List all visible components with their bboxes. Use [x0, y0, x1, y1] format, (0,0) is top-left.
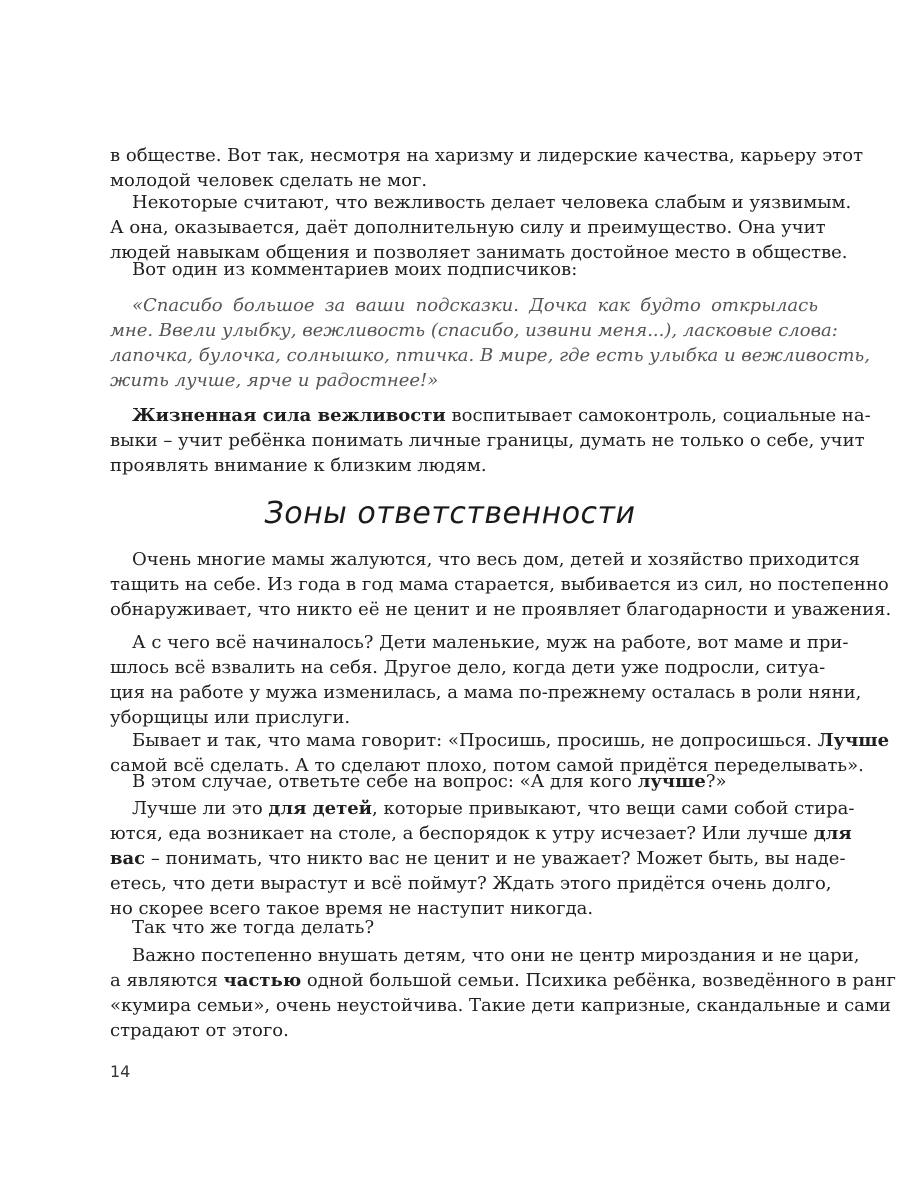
text-line: обнаруживает, что никто её не ценит и не проявляет благодарности и уважения.	[110, 599, 892, 620]
text-run: а являются	[110, 970, 224, 991]
text-line: страдают от этого.	[110, 1020, 289, 1041]
text-run: ются, еда возникает на столе, а беспорядок к утру исчезает? Или лучше	[110, 823, 814, 844]
text-line: людей навыкам общения и позволяет занимать достойное место в обществе.	[110, 242, 848, 263]
text-run: одной большой семьи. Психика ребёнка, возведённого в ранг	[301, 970, 896, 991]
bold-word: Лучше	[817, 730, 890, 751]
bold-phrase: Жизненная сила вежливости	[132, 405, 446, 426]
bold-word: для	[813, 823, 852, 844]
text-line: уборщицы или прислуги.	[110, 707, 351, 728]
text-line: проявлять внимание к близким людям.	[110, 455, 487, 476]
text-line: но скорее всего такое время не наступит никогда.	[110, 898, 594, 919]
bold-word: лучше	[637, 771, 706, 792]
quote-line: лапочка, булочка, солнышко, птичка. В мире, где есть улыбка и вежливость,	[110, 345, 870, 366]
section-heading: Зоны ответственности	[264, 496, 636, 531]
text-run: ?»	[705, 771, 727, 792]
text-run: Бывает и так, что мама говорит: «Просишь, просишь, не допросишься.	[132, 730, 818, 751]
text-line: молодой человек сделать не мог.	[110, 170, 428, 191]
text-line	[110, 968, 896, 994]
text-line: «кумира семьи», очень неустойчива. Такие дети капризные, скандальные и сами	[110, 995, 891, 1016]
text-line: Важно постепенно внушать детям, что они не центр мироздания и не цари,	[132, 945, 860, 966]
text-line: Очень многие мамы жалуются, что весь дом, детей и хозяйство приходится	[132, 549, 860, 570]
text-run: , которые привыкают, что вещи сами собой стира-	[372, 798, 855, 819]
bold-word: частью	[223, 970, 302, 991]
text-line: выки – учит ребёнка понимать личные границы, думать не только о себе, учит	[110, 430, 865, 451]
bold-phrase: для детей	[268, 798, 373, 819]
text-line: Вот один из комментариев моих подписчиков:	[132, 259, 578, 280]
text-line	[132, 728, 890, 754]
text-line: Некоторые считают, что вежливость делает человека слабым и уязвимым.	[132, 192, 852, 213]
text-line	[132, 403, 871, 429]
quote-line: жить лучше, ярче и радостнее!»	[110, 370, 439, 391]
text-line	[110, 821, 852, 847]
text-line: Так что же тогда делать?	[132, 917, 375, 938]
text-run: воспитывает самоконтроль, социальные на-	[445, 405, 871, 426]
text-line: шлось всё взвалить на себя. Другое дело, когда дети уже подросли, ситуа-	[110, 657, 826, 678]
text-line: ция на работе у мужа изменилась, а мама по-прежнему осталась в роли няни,	[110, 682, 862, 703]
text-line	[132, 796, 855, 822]
page-number: 14	[110, 1062, 131, 1081]
bold-word: вас	[110, 848, 146, 869]
text-run: Лучше ли это	[132, 798, 269, 819]
text-line: тащить на себе. Из года в год мама старается, выбивается из сил, но постепенно	[110, 574, 889, 595]
text-run: – понимать, что никто вас не ценит и не уважает? Может быть, вы наде-	[145, 848, 846, 869]
text-line: А она, оказывается, даёт дополнительную силу и преимущество. Она учит	[110, 217, 826, 238]
text-run: В этом случае, ответьте себе на вопрос: «А для кого	[132, 771, 638, 792]
quote-line: «Спасибо большое за ваши подсказки. Дочка как будто открылась	[132, 295, 818, 316]
text-line	[132, 769, 727, 795]
text-line: етесь, что дети вырастут и всё поймут? Ждать этого придётся очень долго,	[110, 873, 832, 894]
text-line: самой всё сделать. А то сделают плохо, потом самой придётся переделывать».	[110, 755, 864, 776]
quote-line: мне. Ввели улыбку, вежливость (спасибо, извини меня...), ласковые слова:	[110, 320, 838, 341]
text-line: в обществе. Вот так, несмотря на харизму и лидерские качества, карьеру этот	[110, 145, 864, 166]
text-line	[110, 846, 846, 872]
text-line: А с чего всё начиналось? Дети маленькие, муж на работе, вот маме и при-	[132, 632, 849, 653]
